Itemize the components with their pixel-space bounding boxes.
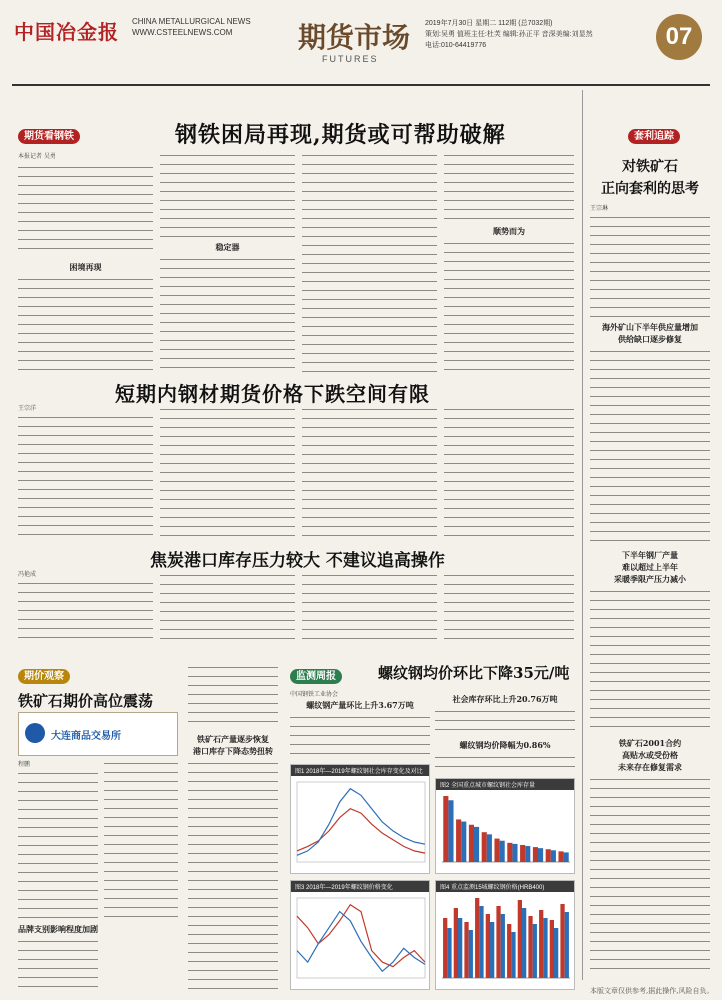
iron-ore-subhead-3: 品牌支别影响程度加剧 (18, 924, 98, 934)
sidebar-text-4 (590, 776, 710, 976)
issue-date-line: 2019年7月30日 星期二 112期 (总7032期) (425, 20, 553, 27)
third-text-col4 (444, 572, 574, 646)
section-subtitle: FUTURES (322, 54, 379, 64)
chart-2-svg (436, 790, 574, 870)
chart-4-bar (454, 908, 458, 978)
staff-line: 策划:吴勇 值班主任:杜芙 编辑:孙正平 音深美编:刘显然 (425, 31, 593, 38)
sidebar-subhead-3: 下半年钢厂产量 (622, 550, 678, 560)
masthead-english (132, 16, 251, 38)
lead-text-col1b (18, 276, 153, 372)
second-text-col4 (444, 406, 574, 538)
chart-3-title: 图3 2018年—2019年螺纹钢价格变化 (291, 881, 429, 892)
sidebar-headline-2: 正向套利的思考 (601, 181, 699, 197)
chart-2-bar (494, 839, 499, 862)
lead-byline: 本报记者 吴勇 (18, 153, 56, 160)
chart-panel-2 (435, 778, 575, 874)
lead-subhead-2: 稳定器 (215, 242, 240, 252)
english-name: CHINA METALLURGICAL NEWS (132, 17, 251, 26)
iron-ore-column-tag: 期价观察 (18, 664, 70, 683)
sidebar-subhead-2: 供给缺口逐步修复 (618, 334, 682, 344)
chart-3-frame (297, 898, 425, 978)
weekly-subhead-3: 螺纹钢均价降幅为0.86% (459, 740, 551, 750)
weekly-column-tag: 监测周报 (290, 664, 342, 683)
sidebar-text-2 (590, 348, 710, 544)
weekly-subhead-2: 社会库存环比上升20.76万吨 (452, 694, 558, 704)
third-headline: 焦炭港口库存压力较大 不建议追高操作 (150, 551, 445, 571)
sidebar-divider (582, 90, 583, 980)
chart-2-bar (525, 846, 530, 862)
second-text-col1 (18, 414, 153, 538)
sidebar-subhead-5: 采暖季限产压力减小 (614, 574, 686, 584)
weekly-text-col2 (435, 708, 575, 736)
chart-4-bar (560, 904, 564, 978)
chart-2-bar (469, 825, 474, 862)
phone-line: 电话:010-64419776 (425, 42, 487, 49)
weekly-subhead-1: 螺纹钢产量环比上升3.67万吨 (306, 700, 414, 710)
chart-4-title: 图4 重点监测15城螺纹钢价格(HRB400) (436, 881, 574, 892)
chart-4-svg (436, 892, 574, 986)
newspaper-logo: 中国冶金报 (14, 20, 119, 44)
chart-4-bar (464, 922, 468, 978)
chart-4-bar (511, 932, 515, 978)
lead-headline: 钢铁困局再现,期货或可帮助破解 (175, 122, 506, 148)
sidebar-column-tag: 套利追踪 (628, 124, 680, 143)
website-link[interactable]: WWW.CSTEELNEWS.COM (132, 28, 233, 37)
lead-text-col2 (160, 152, 295, 238)
sidebar-subhead-1: 海外矿山下半年供应量增加 (602, 322, 698, 332)
chart-2-bar (448, 800, 453, 862)
chart-3-svg (291, 892, 429, 986)
weekly-headline: 螺纹钢均价环比下降35元/吨 (378, 664, 570, 682)
iron-ore-text-col3 (188, 664, 278, 730)
chart-2-bar (558, 851, 563, 862)
chart-4-bar (507, 924, 511, 978)
chart-2-bar (512, 844, 517, 862)
chart-4-bar (469, 930, 473, 978)
chart-2-bar (443, 796, 448, 862)
weekly-source: 中国钢铁工业协会 (290, 691, 339, 698)
chart-1-frame (297, 782, 425, 862)
second-byline: 王宗洋 (18, 405, 37, 412)
chart-4-bar (443, 918, 447, 978)
third-byline: 冯艳成 (18, 571, 37, 578)
iron-ore-subhead-2: 港口库存下降态势扭转 (193, 746, 273, 756)
iron-ore-text-col1b (18, 938, 98, 990)
sidebar-text-1 (590, 214, 710, 318)
issue-meta (425, 18, 593, 51)
sidebar-subhead-7: 高贴水或受份格 (622, 750, 678, 760)
chart-4-bar (490, 922, 494, 978)
exchange-logo-box (18, 712, 178, 756)
chart-2-bar (564, 852, 569, 862)
chart-2-bar (546, 849, 551, 862)
sidebar-subhead-4: 难以超过上半年 (622, 562, 678, 572)
chart-2-bar (456, 819, 461, 862)
chart-4-bar (501, 914, 505, 978)
chart-2-bar (533, 847, 538, 862)
chart-2-bar (551, 850, 556, 862)
chart-4-bar (528, 916, 532, 978)
iron-ore-text-col1 (18, 770, 98, 920)
chart-4-bar (486, 914, 490, 978)
sidebar-byline: 王宗琳 (590, 205, 609, 212)
chart-4-bar (522, 908, 526, 978)
iron-ore-byline: 程鹏 (18, 761, 31, 768)
exchange-name: 大连商品交易所 (51, 731, 121, 742)
chart-2-bar (507, 843, 512, 862)
second-headline: 短期内钢材期货价格下跌空间有限 (115, 382, 430, 406)
chart-4-bar (479, 906, 483, 978)
section-title: 期货市场 (298, 21, 411, 54)
weekly-text-col3 (435, 754, 575, 774)
iron-ore-text-col3b (188, 760, 278, 990)
lead-text-col3 (302, 152, 437, 372)
sidebar-text-3 (590, 588, 710, 732)
chart-4-bar (447, 928, 451, 978)
chart-1-title: 图1 2018年—2019年螺纹钢社会库存变化及对比 (291, 765, 429, 776)
chart-2-bar (474, 827, 479, 862)
chart-4-bar (518, 900, 522, 978)
chart-1-series-0-line (297, 809, 425, 853)
weekly-text-col1 (290, 714, 430, 754)
chart-4-bar (533, 924, 537, 978)
chart-2-bar (520, 845, 525, 862)
sidebar-subhead-6: 铁矿石2001合约 (618, 738, 682, 748)
iron-ore-subhead-1: 铁矿石产量逐步恢复 (197, 734, 269, 744)
lead-column-tag: 期货看钢铁 (18, 124, 80, 143)
exchange-logo-icon (25, 723, 45, 743)
chart-4-bar (475, 898, 479, 978)
chart-2-bar (482, 832, 487, 862)
chart-4-bar (550, 920, 554, 978)
chart-4-bar (554, 928, 558, 978)
lead-text-col4 (444, 152, 574, 220)
third-text-col2 (160, 572, 295, 646)
chart-2-title: 图2 全国重点城市螺纹钢社会库存量 (436, 779, 574, 790)
iron-ore-text-col2 (104, 760, 178, 920)
third-text-col1 (18, 580, 153, 646)
chart-1-svg (291, 776, 429, 870)
chart-panel-4 (435, 880, 575, 990)
chart-2-bar (538, 848, 543, 862)
chart-4-bar (565, 912, 569, 978)
chart-3-series-0-line (297, 905, 425, 967)
chart-4-bar (539, 910, 543, 978)
lead-text-col4b (444, 240, 574, 372)
chart-4-bar (458, 918, 462, 978)
third-text-col3 (302, 572, 437, 646)
lead-text-col1 (18, 164, 153, 256)
header-rule (12, 84, 710, 86)
sidebar-subhead-8: 未来存在修复需求 (618, 762, 682, 772)
sidebar-headline-1: 对铁矿石 (622, 159, 678, 175)
lead-subhead-3: 顺势而为 (493, 226, 525, 236)
lead-text-col2b (160, 256, 295, 372)
chart-panel-3 (290, 880, 430, 990)
chart-2-bar (500, 841, 505, 862)
chart-4-bar (496, 906, 500, 978)
lead-subhead-1: 困境再现 (69, 262, 102, 272)
chart-1-series-1-line (297, 789, 425, 856)
chart-4-bar (543, 918, 547, 978)
iron-ore-headline: 铁矿石期价高位震荡 (18, 692, 154, 710)
page-number-badge: 07 (656, 14, 702, 60)
chart-panel-1 (290, 764, 430, 874)
second-text-col2 (160, 406, 295, 538)
chart-2-bar (461, 822, 466, 862)
chart-2-bar (487, 834, 492, 862)
disclaimer: 本版文章仅供参考,据此操作,风险自负。 (590, 987, 714, 995)
second-text-col3 (302, 406, 437, 538)
